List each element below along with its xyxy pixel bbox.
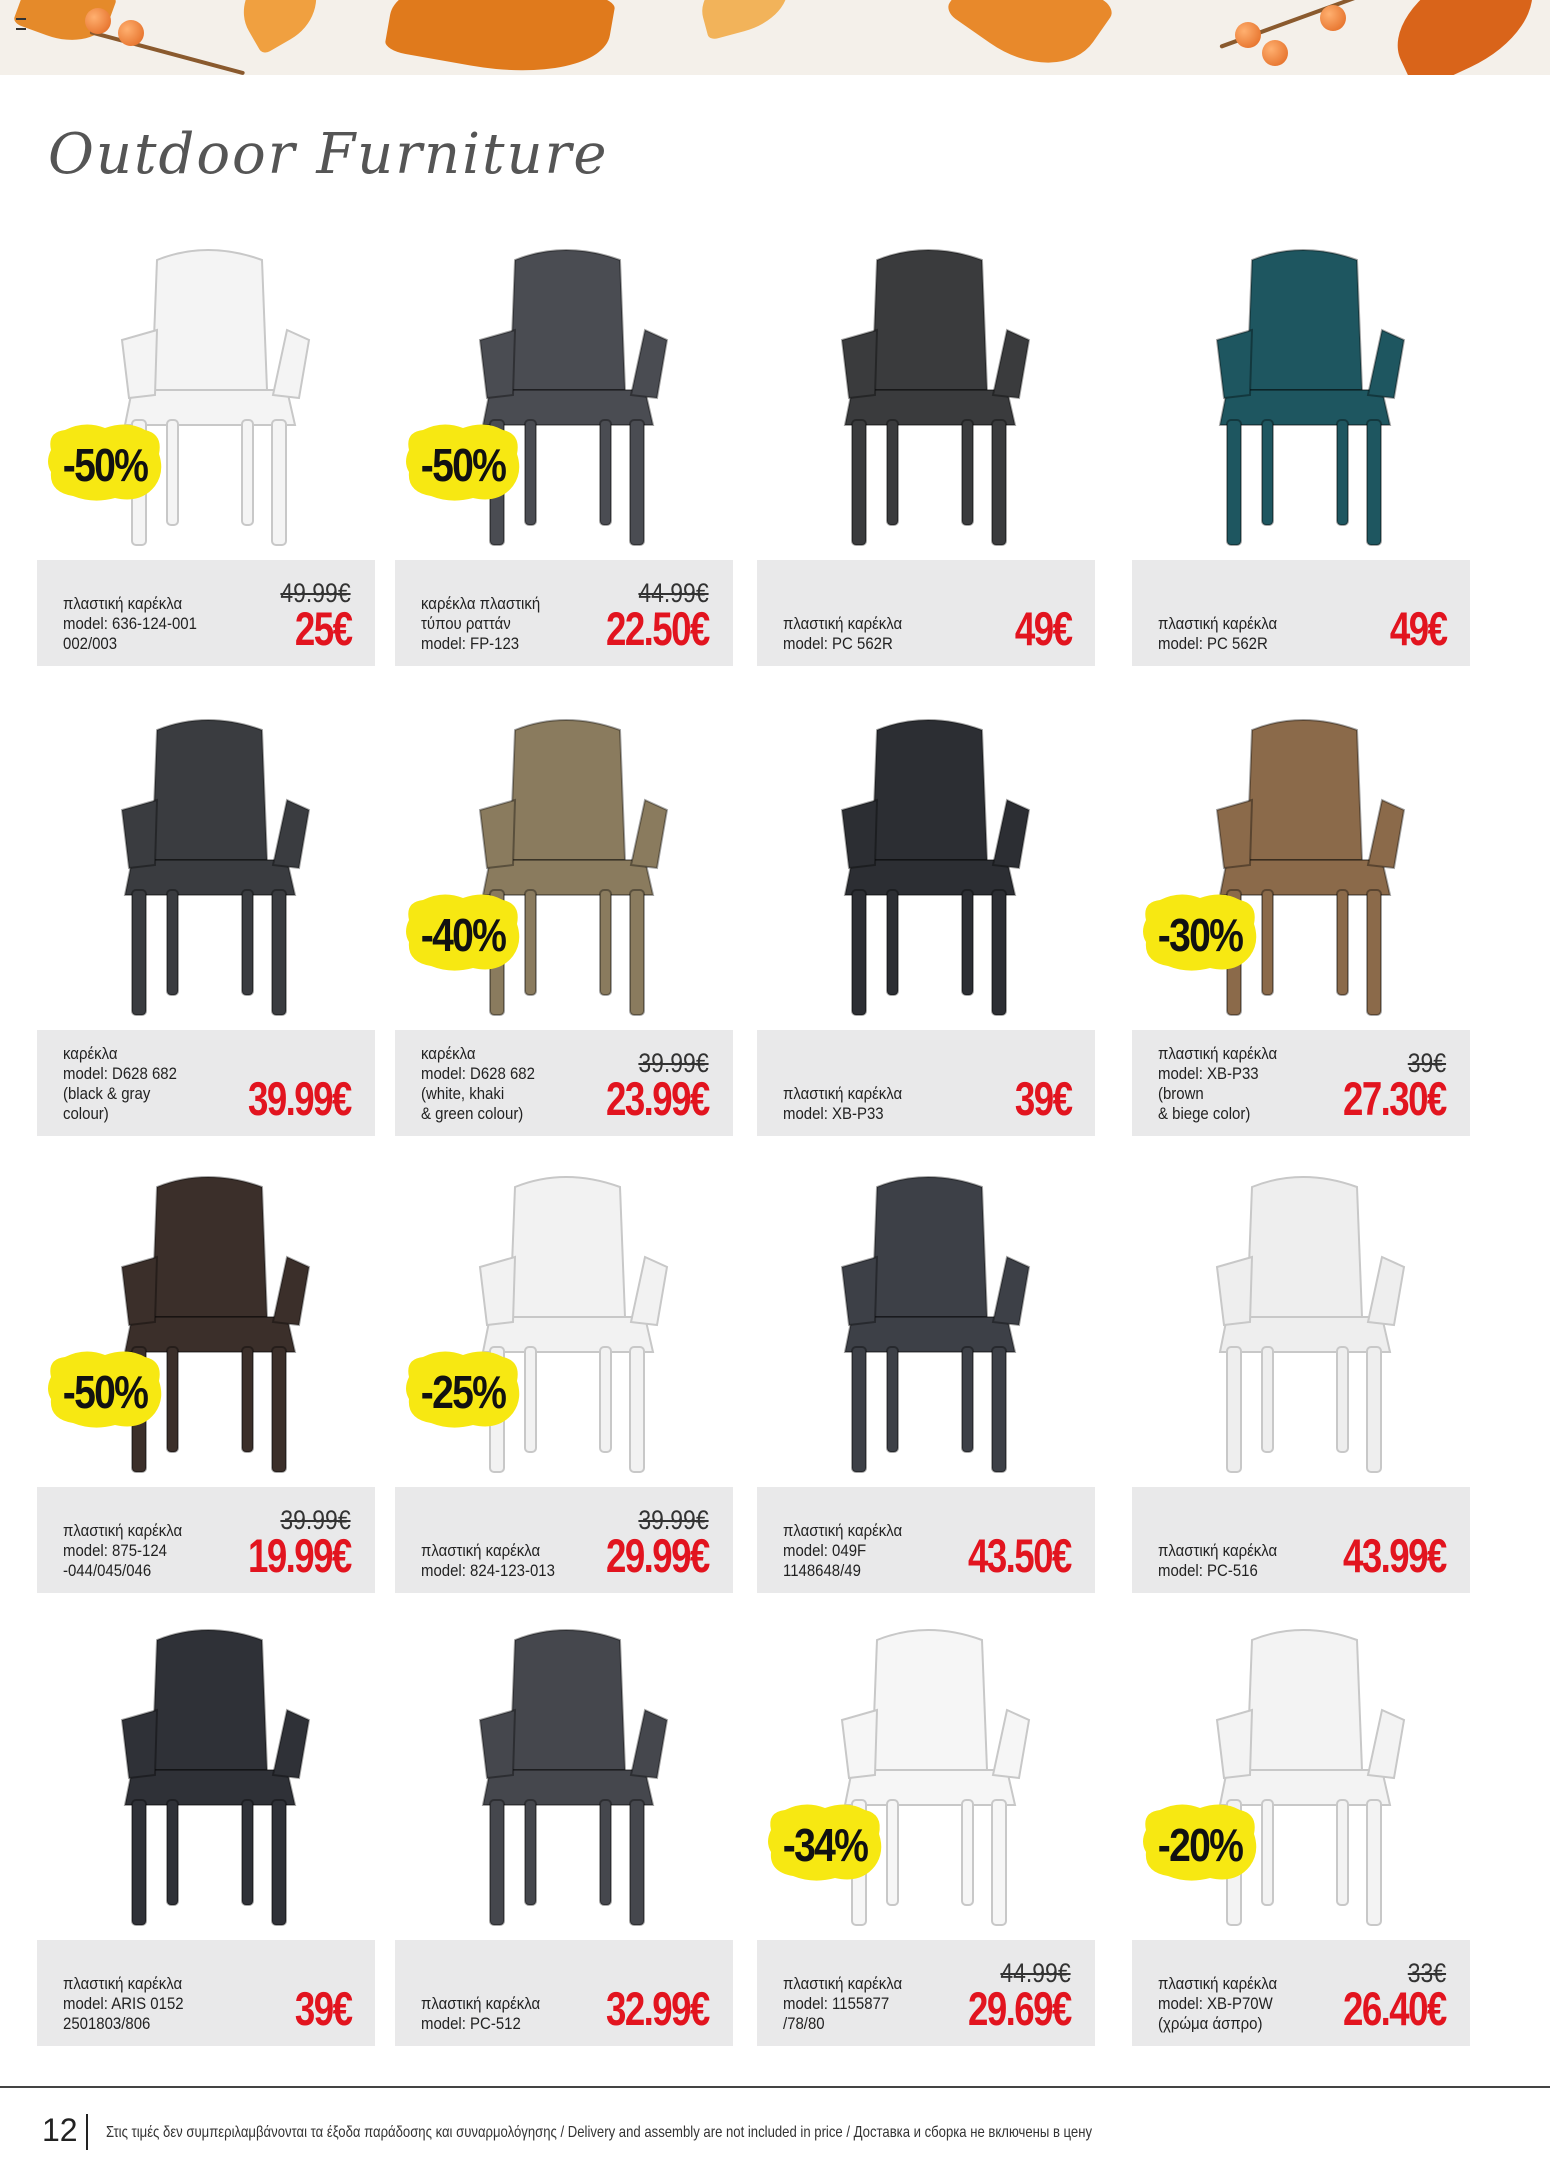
leaf-decoration [228, 0, 332, 55]
discount-badge [403, 420, 523, 504]
current-price: 27.30€ [1343, 1072, 1446, 1125]
price-panel [37, 1030, 375, 1136]
current-price: 26.40€ [1343, 1982, 1446, 2035]
product-card[interactable] [757, 1600, 1095, 2048]
old-price: 39.99€ [280, 1505, 351, 1535]
old-price: 39€ [1407, 1048, 1446, 1078]
hamburger-icon[interactable] [16, 18, 26, 30]
price-panel [395, 1030, 733, 1136]
discount-label: -50% [62, 1366, 148, 1418]
delivery-note: Στις τιμές δεν συμπεριλαμβάνονται τα έξοδα παράδοσης και συναρμολόγησης / Delivery and assembly are not included in price / Доставка и сборка не включены в цену [106, 2124, 1093, 2141]
product-image [757, 1600, 1095, 1940]
current-price: 23.99€ [606, 1072, 709, 1125]
discount-label: -25% [420, 1366, 506, 1418]
discount-label: -20% [1157, 1819, 1243, 1871]
product-image [37, 220, 375, 560]
product-card[interactable] [395, 1600, 733, 2048]
product-image [757, 690, 1095, 1030]
current-price: 29.99€ [606, 1529, 709, 1582]
product-description: καρέκλα πλαστική τύπου ραττάν model: FP-123 [421, 594, 541, 653]
price-panel [395, 560, 733, 666]
leaf-decoration [694, 0, 796, 41]
product-card[interactable] [757, 1147, 1095, 1595]
product-description: πλαστική καρέκλα model: 049F 1148648/49 [783, 1521, 903, 1580]
product-description: πλαστική καρέκλα model: PC 562R [783, 614, 903, 653]
leaf-decoration [944, 0, 1116, 75]
product-card[interactable] [395, 220, 733, 668]
discount-badge [403, 890, 523, 974]
product-image [1132, 220, 1470, 560]
price-panel [757, 1487, 1095, 1593]
berry-decoration [1235, 22, 1261, 48]
price-panel [37, 1940, 375, 2046]
old-price: 33€ [1407, 1958, 1446, 1988]
berry-decoration [1262, 40, 1288, 66]
price-panel [37, 560, 375, 666]
product-image [395, 1147, 733, 1487]
price-panel [757, 560, 1095, 666]
product-description: πλαστική καρέκλα model: PC-516 [1158, 1541, 1278, 1580]
leaf-decoration [1378, 0, 1550, 75]
price-panel [1132, 1030, 1470, 1136]
product-description: πλαστική καρέκλα model: 1155877 /78/80 [783, 1974, 903, 2033]
product-image [37, 1600, 375, 1940]
product-image [1132, 690, 1470, 1030]
product-card[interactable] [395, 690, 733, 1138]
berry-decoration [118, 20, 144, 46]
chair-illustration [480, 1630, 667, 1925]
product-card[interactable] [1132, 1147, 1470, 1595]
product-description: καρέκλα model: D628 682 (black & gray colour) [63, 1044, 177, 1123]
product-description: πλαστική καρέκλα model: 824-123-013 [421, 1541, 555, 1580]
page-number: 12 [42, 2112, 78, 2148]
chair-illustration [1217, 1177, 1404, 1472]
current-price: 49€ [1014, 602, 1071, 655]
price-panel [395, 1940, 733, 2046]
current-price: 43.99€ [1343, 1529, 1446, 1582]
current-price: 25€ [294, 602, 351, 655]
chair-illustration [842, 250, 1029, 545]
discount-badge [765, 1800, 885, 1884]
discount-label: -40% [420, 909, 506, 961]
price-panel [1132, 560, 1470, 666]
autumn-banner [0, 0, 1550, 75]
price-panel [1132, 1940, 1470, 2046]
product-image [1132, 1147, 1470, 1487]
discount-badge [45, 420, 165, 504]
chair-illustration [122, 720, 309, 1015]
price-panel [1132, 1487, 1470, 1593]
product-description: πλαστική καρέκλα model: PC-512 [421, 1994, 541, 2033]
product-card[interactable] [1132, 1600, 1470, 2048]
price-panel [757, 1030, 1095, 1136]
price-panel [395, 1487, 733, 1593]
product-description: πλαστική καρέκλα model: PC 562R [1158, 614, 1278, 653]
product-image [395, 1600, 733, 1940]
product-card[interactable] [37, 1600, 375, 2048]
product-description: πλαστική καρέκλα model: 636-124-001 002/003 [63, 594, 197, 653]
product-image [395, 690, 733, 1030]
current-price: 22.50€ [606, 602, 709, 655]
discount-badge [403, 1347, 523, 1431]
current-price: 32.99€ [606, 1982, 709, 2035]
product-image [395, 220, 733, 560]
product-image [37, 1147, 375, 1487]
product-description: πλαστική καρέκλα model: XB-P70W (χρώμα άσπρο) [1158, 1974, 1278, 2033]
discount-badge [1140, 1800, 1260, 1884]
current-price: 43.50€ [968, 1529, 1071, 1582]
current-price: 39€ [1014, 1072, 1071, 1125]
product-description: πλαστική καρέκλα model: XB-P33 [783, 1084, 903, 1123]
product-image [1132, 1600, 1470, 1940]
product-description: πλαστική καρέκλα model: ARIS 0152 2501803/806 [63, 1974, 184, 2033]
current-price: 49€ [1389, 602, 1446, 655]
chair-illustration [842, 1177, 1029, 1472]
product-image [757, 1147, 1095, 1487]
product-card[interactable] [37, 220, 375, 668]
price-panel [37, 1487, 375, 1593]
product-card[interactable] [37, 690, 375, 1138]
old-price: 49.99€ [280, 578, 351, 608]
twig-decoration [89, 30, 245, 75]
leaf-decoration [384, 0, 616, 75]
old-price: 39.99€ [638, 1048, 709, 1078]
product-image [37, 690, 375, 1030]
page-separator [86, 2114, 88, 2150]
product-card[interactable] [757, 220, 1095, 668]
price-panel [757, 1940, 1095, 2046]
old-price: 44.99€ [638, 578, 709, 608]
discount-label: -34% [782, 1819, 868, 1871]
old-price: 44.99€ [1000, 1958, 1071, 1988]
product-description: καρέκλα model: D628 682 (white, khaki & green colour) [421, 1044, 535, 1123]
berry-decoration [1320, 5, 1346, 31]
product-card[interactable] [37, 1147, 375, 1595]
discount-label: -50% [420, 439, 506, 491]
product-card[interactable] [757, 690, 1095, 1138]
product-description: πλαστική καρέκλα model: 875-124 -044/045/046 [63, 1521, 183, 1580]
footer-divider [0, 2086, 1550, 2088]
current-price: 29.69€ [968, 1982, 1071, 2035]
old-price: 39.99€ [638, 1505, 709, 1535]
discount-badge [45, 1347, 165, 1431]
product-image [757, 220, 1095, 560]
product-card[interactable] [395, 1147, 733, 1595]
berry-decoration [85, 8, 111, 34]
chair-illustration [842, 720, 1029, 1015]
page-heading: Outdoor Furniture [48, 122, 609, 187]
product-description: πλαστική καρέκλα model: XB-P33 (brown & biege color) [1158, 1044, 1278, 1123]
discount-label: -30% [1157, 909, 1243, 961]
current-price: 39.99€ [248, 1072, 351, 1125]
discount-label: -50% [62, 439, 148, 491]
product-card[interactable] [1132, 690, 1470, 1138]
current-price: 39€ [294, 1982, 351, 2035]
chair-illustration [122, 1630, 309, 1925]
product-card[interactable] [1132, 220, 1470, 668]
discount-badge [1140, 890, 1260, 974]
current-price: 19.99€ [248, 1529, 351, 1582]
chair-illustration [1217, 250, 1404, 545]
